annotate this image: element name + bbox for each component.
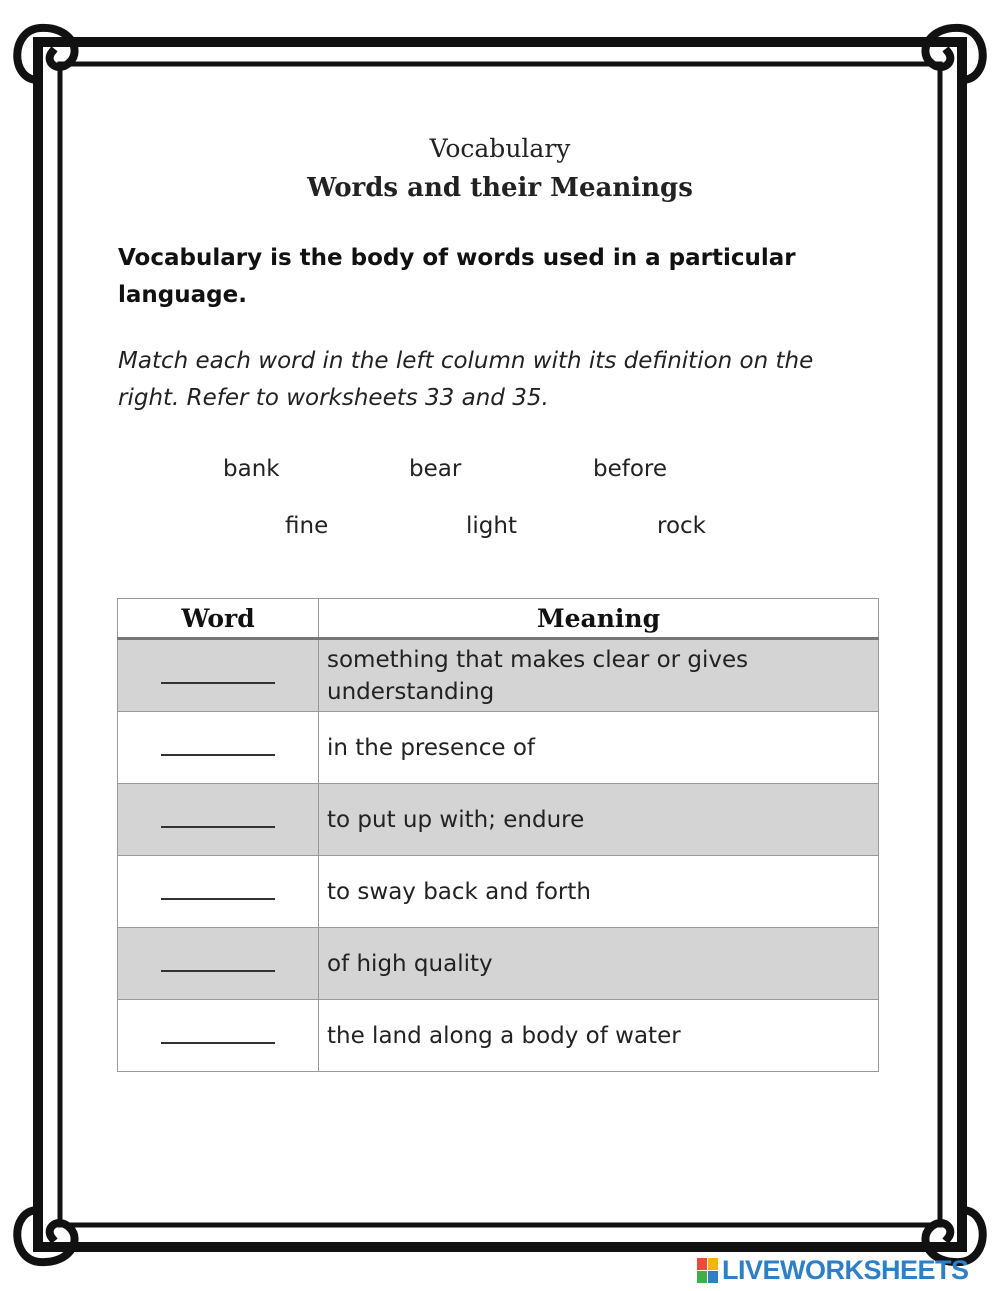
answer-blank[interactable] xyxy=(118,639,319,712)
word-bank-item: before xyxy=(593,456,668,482)
worksheet-title: Vocabulary xyxy=(429,134,571,163)
liveworksheets-icon xyxy=(697,1258,718,1283)
word-bank-item: bank xyxy=(223,456,280,482)
meaning-cell: to sway back and forth xyxy=(319,856,879,928)
table-row xyxy=(118,712,879,784)
vocabulary-definition: Vocabulary is the body of words used in a particular language. xyxy=(118,245,796,308)
answer-blank[interactable] xyxy=(118,856,319,928)
answer-line[interactable] xyxy=(161,884,275,900)
word-bank-item: rock xyxy=(657,513,706,539)
logo-block-icon xyxy=(708,1271,718,1283)
table-row xyxy=(118,928,879,1000)
word-bank-item: fine xyxy=(285,513,329,539)
logo-block-icon xyxy=(708,1258,718,1270)
table-row xyxy=(118,856,879,928)
logo-block-icon xyxy=(697,1258,707,1270)
meaning-cell: the land along a body of water xyxy=(319,1000,879,1072)
worksheet-subtitle: Words and their Meanings xyxy=(307,173,693,203)
logo-block-icon xyxy=(697,1271,707,1283)
table-row xyxy=(118,784,879,856)
table-header-row xyxy=(118,599,879,639)
meaning-cell: in the presence of xyxy=(319,712,879,784)
word-bank-item: bear xyxy=(409,456,462,482)
table-row xyxy=(118,639,879,712)
answer-line[interactable] xyxy=(161,812,275,828)
meaning-cell: of high quality xyxy=(319,928,879,1000)
word-bank-item: light xyxy=(466,513,517,539)
instructions: Match each word in the left column with its definition on the right. Refer to worksheets 33 and 35. xyxy=(118,348,814,411)
answer-line[interactable] xyxy=(161,1028,275,1044)
word-column-header: Word xyxy=(118,599,319,639)
answer-line[interactable] xyxy=(161,668,275,684)
matching-table xyxy=(117,598,879,1072)
meaning-cell: something that makes clear or gives understanding xyxy=(319,639,879,712)
meaning-column-header: Meaning xyxy=(319,599,879,639)
liveworksheets-wordmark: LIVEWORKSHEETS xyxy=(722,1254,969,1285)
liveworksheets-logo[interactable] xyxy=(697,1254,969,1285)
answer-blank[interactable] xyxy=(118,928,319,1000)
answer-line[interactable] xyxy=(161,740,275,756)
answer-line[interactable] xyxy=(161,956,275,972)
table-row xyxy=(118,1000,879,1072)
answer-blank[interactable] xyxy=(118,784,319,856)
meaning-cell: to put up with; endure xyxy=(319,784,879,856)
answer-blank[interactable] xyxy=(118,712,319,784)
answer-blank[interactable] xyxy=(118,1000,319,1072)
